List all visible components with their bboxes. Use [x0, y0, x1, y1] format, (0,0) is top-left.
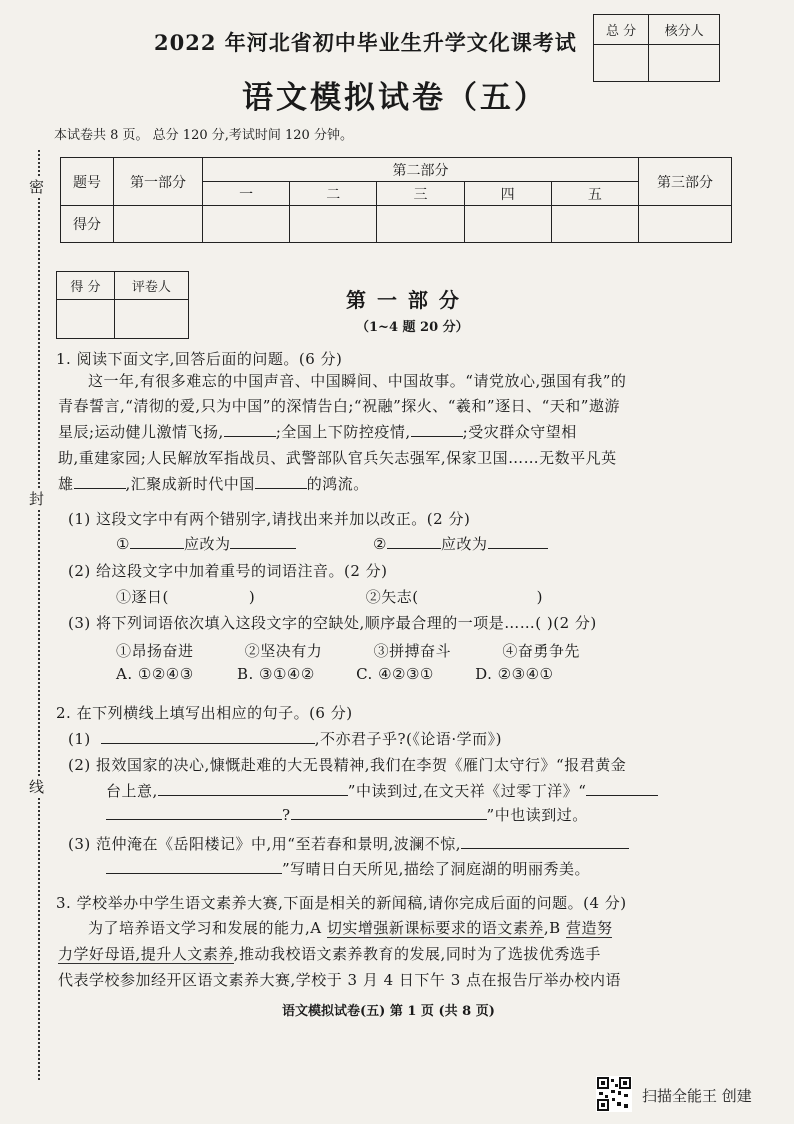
q2-c1	[68, 833, 629, 854]
q1-option-a[interactable]: A. ①②④③	[116, 665, 194, 683]
section-title: 第 一 部 分	[346, 288, 461, 312]
part2-header: 第二部分	[203, 158, 639, 182]
total-cell[interactable]	[594, 45, 649, 82]
total-label: 总 分	[594, 15, 649, 45]
page-footer: 语文模拟试卷(五) 第 1 页 (共 8 页)	[282, 1004, 495, 1019]
q1-s2-item1: ①逐日(	[116, 588, 169, 606]
q2-b-blank1[interactable]	[158, 781, 348, 796]
q1-s1-change1: 应改为	[183, 535, 231, 553]
q2-a-label: (1)	[68, 730, 91, 748]
total-score-box	[593, 14, 720, 82]
q1-s1-circle2: ②	[373, 535, 387, 553]
q1-p5	[58, 473, 369, 494]
q1-s1-change2: 应改为	[440, 535, 488, 553]
q1-s1-answers	[116, 533, 548, 554]
q1-option-d[interactable]: D. ②③④①	[475, 665, 554, 683]
grader-score-cell[interactable]	[57, 300, 115, 339]
q2-c-blank2[interactable]	[106, 859, 282, 874]
q2-stem: 2. 在下列横线上填写出相应的句子。(6 分)	[56, 704, 353, 722]
exam-info: 本试卷共 8 页。 总分 120 分,考试时间 120 分钟。	[54, 128, 353, 143]
q1-p5c: 的鸿流。	[306, 475, 369, 493]
section-subtitle: （1~4 题 20 分）	[356, 320, 469, 335]
q1-p4: 助,重建家园;人民解放军指战员、武警部队官兵矢志强军,保家卫国……无数平凡英	[58, 449, 617, 467]
q2-b-blank2[interactable]	[586, 781, 658, 796]
q1-p3a: 星辰;运动健儿激情飞扬,	[58, 423, 224, 441]
q3-p3: 代表学校参加经开区语文素养大赛,学校于 3 月 4 日下午 3 点在报告厅举办校内语	[58, 971, 622, 989]
seal-char-3: 线	[29, 778, 45, 796]
q1-options	[116, 665, 553, 683]
q1-s3: (3) 将下列词语依次填入这段文字的空缺处,顺序最合理的一项是……( )(2 分)	[68, 614, 597, 632]
q1-s2-close1: )	[248, 588, 256, 606]
score-table	[60, 157, 732, 243]
q1-s1-wrong1[interactable]	[130, 534, 184, 549]
binding-line	[38, 150, 40, 1080]
scanner-label: 扫描全能王 创建	[642, 1087, 752, 1105]
q1-p2: 青春誓言,“清彻的爱,只为中国”的深情告白;“祝融”探火、“羲和”逐日、“天和”遨游	[58, 397, 620, 415]
q3-underline-b1: 营造努	[565, 919, 613, 937]
qr-code-icon	[596, 1076, 632, 1112]
sub-5: 五	[551, 182, 638, 206]
q1-p5b: ,汇聚成新时代中国	[125, 475, 255, 493]
q1-s1-circle1: ①	[116, 535, 130, 553]
sub-2: 二	[290, 182, 377, 206]
q2-b-blank3[interactable]	[106, 805, 282, 820]
sub-1: 一	[203, 182, 290, 206]
q1-option-b[interactable]: B. ③①④②	[236, 665, 315, 683]
q1-s1: (1) 这段文字中有两个错别字,请找出来并加以改正。(2 分)	[68, 510, 471, 528]
q2-b-lead: 台上意,	[106, 782, 158, 800]
q1-stem: 1. 阅读下面文字,回答后面的问题。(6 分)	[56, 350, 343, 368]
checker-cell[interactable]	[649, 45, 720, 82]
q1-blank-3[interactable]	[74, 474, 126, 489]
q2-b-blank4[interactable]	[291, 805, 487, 820]
q1-s2-answers	[116, 586, 543, 607]
q1-p3c: ;受灾群众守望相	[462, 423, 577, 441]
q2-a-source: ,不亦君子乎?(《论语·学而》)	[314, 730, 503, 748]
q2-c2	[106, 858, 590, 879]
q2-c-blank1[interactable]	[461, 834, 629, 849]
score-cell-part3[interactable]	[639, 206, 732, 243]
q2-b-mid: ”中读到过,在文天祥《过零丁洋》“	[347, 782, 587, 800]
q1-p5a: 雄	[58, 475, 74, 493]
q1-word-4: ④奋勇争先	[502, 642, 580, 660]
score-cell-part1[interactable]	[114, 206, 203, 243]
sub-3: 三	[377, 182, 464, 206]
q3-underline-a: 切实增强新课标要求的语文素养	[326, 919, 544, 937]
q1-s2-close2: )	[536, 588, 543, 606]
score-label: 得分	[61, 206, 114, 243]
q3-p2	[58, 943, 601, 964]
q2-b2	[106, 780, 658, 801]
q1-word-2: ②坚决有力	[244, 642, 323, 660]
q1-words	[116, 640, 580, 661]
q1-blank-4[interactable]	[255, 474, 307, 489]
q1-blank-2[interactable]	[411, 422, 463, 437]
q1-p3b: ;全国上下防控疫情,	[275, 423, 411, 441]
grader-name-cell[interactable]	[114, 300, 188, 339]
q2-a	[68, 728, 502, 749]
seal-char-2: 封	[29, 490, 45, 508]
q3-p1-lead: 为了培养语文学习和发展的能力,A	[88, 919, 327, 937]
q3-p1	[88, 917, 612, 938]
q1-s1-right2[interactable]	[488, 534, 548, 549]
grader-box	[56, 271, 189, 339]
paper-title: 语文模拟试卷（五）	[242, 80, 548, 116]
q1-s2-item2: ②矢志(	[365, 588, 419, 606]
q3-p1-mid: ,B	[543, 919, 566, 937]
q1-p3	[58, 421, 577, 442]
q1-s2: (2) 给这段文字中加着重号的词语注音。(2 分)	[68, 562, 388, 580]
score-cell-2[interactable]	[290, 206, 377, 243]
q2-c-text: (3) 范仲淹在《岳阳楼记》中,用“至若春和景明,波澜不惊,	[68, 835, 461, 853]
checker-label: 核分人	[649, 15, 720, 45]
q2-b-question: ?	[282, 806, 291, 824]
q1-p1: 这一年,有很多难忘的中国声音、中国瞬间、中国故事。“请党放心,强国有我”的	[88, 372, 627, 390]
q2-b1: (2) 报效国家的决心,慷慨赴难的大无畏精神,我们在李贺《雁门太守行》“报君黄金	[68, 756, 627, 774]
q3-underline-b2: 力学好母语,提升人文素养	[58, 945, 234, 963]
q1-blank-1[interactable]	[224, 422, 276, 437]
part3-header: 第三部分	[639, 158, 732, 206]
q1-word-1: ①昂扬奋进	[116, 642, 194, 660]
q1-s1-wrong2[interactable]	[387, 534, 441, 549]
grader-label: 评卷人	[114, 272, 188, 300]
sub-4: 四	[464, 182, 551, 206]
q2-c-end: ”写晴日白天所见,描绘了洞庭湖的明丽秀美。	[282, 860, 590, 878]
score-cell-5[interactable]	[551, 206, 638, 243]
q1-option-c[interactable]: C. ④②③①	[356, 665, 434, 683]
score-cell-3[interactable]	[377, 206, 464, 243]
q1-word-3: ③拼搏奋斗	[373, 642, 452, 660]
exam-title: 2022 年河北省初中毕业生升学文化课考试	[154, 30, 577, 55]
q3-stem: 3. 学校举办中学生语文素养大赛,下面是相关的新闻稿,请你完成后面的问题。(4 分)	[56, 894, 627, 912]
q2-b3	[106, 804, 588, 825]
q1-s1-right1[interactable]	[230, 534, 296, 549]
q2-b-end: ”中也读到过。	[486, 806, 588, 824]
row-label: 题号	[61, 158, 114, 206]
score-cell-4[interactable]	[464, 206, 551, 243]
part1-header: 第一部分	[114, 158, 203, 206]
grader-score-label: 得 分	[57, 272, 115, 300]
score-cell-1[interactable]	[203, 206, 290, 243]
q2-a-blank[interactable]	[101, 729, 315, 744]
q3-p2-rest: ,推动我校语文素养教育的发展,同时为了选拔优秀选手	[233, 945, 601, 963]
seal-char-1: 密	[29, 178, 45, 196]
